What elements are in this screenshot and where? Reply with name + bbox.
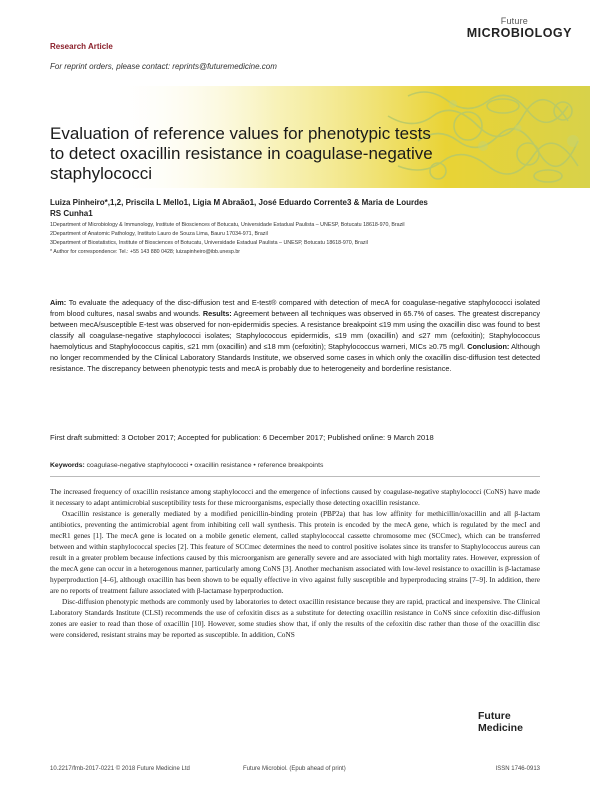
divider (50, 476, 540, 477)
abstract-aim-text: To evaluate the adequacy of the disc-diffusion test and E-test® compared with detection of mecA for coagulase-negative staphylococci isolated from blood cultures, nasal swabs and wounds. (50, 298, 540, 318)
article-type-label: Research Article (50, 42, 113, 51)
footer-issn: ISSN 1746-0913 (495, 766, 540, 772)
correspondence-note: * Author for correspondence: Tel.: +55 143 880 0428; luizapinheiro@ibb.unesp.br (50, 249, 241, 255)
future-medicine-logo (474, 710, 554, 746)
body-paragraph: Disc-diffusion phenotypic methods are commonly used by laboratories to detect oxacillin resistance because they are rapid, practical and inexpensive. The Clinical Laboratory Standards Institute (CLSI) recommends the use of cefoxitin discs as a substitute for detecting oxacillin resistance in CoNS since cefoxitin disc-diffusion zones are easier to read than those of oxacillin [10]. However, some studies show that, if only the results of the cefoxitin disc rather than those of the oxacillin disc were considered, resistant strains may be reported as susceptible. In addition, CoNS (50, 597, 540, 639)
journal-logo-small: Future (500, 16, 528, 26)
publication-dates: First draft submitted: 3 October 2017; Accepted for publication: 6 December 2017; Published online: 9 March 2018 (50, 433, 434, 442)
abstract-conclusion-text: Although no longer recommended by the Clinical Laboratory Standards Institute, we observed some cases in which only the oxacillin disc-diffusion test detected resistance. The discrepancy between phenotypic tests and mecA is probably due to heterogeneity and borderline resistance. (50, 342, 540, 373)
keywords-label: Keywords: (50, 462, 85, 469)
body-paragraph: The increased frequency of oxacillin resistance among staphylococci and the emergence of infections caused by coagulase-negative staphylococci (CoNS) have made it necessary to adapt antimicrobial susceptibility tests for these microorganisms, especially those detecting oxacillin resistance. (50, 487, 540, 507)
affiliation: 3Department of Biostatistics, Institute of Biosciences of Botucatu, Universidade Estadual Paulista – UNESP, Botucatu 18618-970, Brazil (50, 240, 368, 246)
abstract-conclusion-label: Conclusion: (467, 342, 510, 351)
footer-journal-ref: Future Microbiol. (Epub ahead of print) (243, 766, 346, 772)
reprint-note: For reprint orders, please contact: reprints@futuremedicine.com (50, 62, 277, 71)
journal-logo-name: MICROBIOLOGY (466, 26, 572, 40)
body-text (50, 486, 540, 640)
journal-logo (442, 16, 572, 42)
author-list: Luiza Pinheiro*,1,2, Priscila L Mello1, Ligia M Abraão1, José Eduardo Corrente3 & Maria de Lourdes RS Cunha1 (50, 198, 428, 218)
footer-doi: 10.2217/fmb-2017-0221 © 2018 Future Medicine Ltd (50, 766, 190, 772)
publisher-name-line1: Future (478, 710, 511, 722)
publisher-name-line2: Medicine (478, 722, 523, 734)
affiliations (50, 221, 440, 257)
article-title: Evaluation of reference values for phenotypic tests to detect oxacillin resistance in coagulase-negative staphylococci (50, 124, 433, 183)
abstract-aim-label: Aim: (50, 298, 67, 307)
keywords-list: coagulase-negative staphylococci • oxacillin resistance • reference breakpoints (86, 462, 324, 469)
abstract-results-text: Agreement between all techniques was observed in 65.7% of cases. The greatest discrepancy between mecA/susceptible E-test was observed for non-epidermidis species. A resistance breakpoint ≤19 mm using the oxacillin disc was found to best classify all coagulase-negative staphylococci isolates; Staphylococcus epidermidis, ≤19 mm (oxacillin) and ≤27 mm (cefoxitin); Staphylococcus haemolyticus and Staphylococcus capitis, ≤21 mm (oxacillin) and ≤18 mm (cefoxitin); Staphylococcus warneri, MICs ≥0.75 mg/l. (50, 309, 541, 351)
body-paragraph: Oxacillin resistance is generally mediated by a modified penicillin-binding protein (PBP2a) that has low affinity for methicillin/oxacillin and all β-lactam antibiotics, preventing the antimicrobial agent from inhibiting cell wall synthesis. This protein is encoded by the mecA gene, which is regulated by the mecI and mecR1 genes [1]. The mecA gene is located on a mobile genetic element, called staphylococcal cassette chromosome mec (SCCmec), which can be transferred between and within staphylococcal species [2]. This feature of SCCmec determines the need to control positive isolates since its transfer to Staphylococcus aureus can result in a greater problem because infections caused by this microorganism are generally severe and are associated with high mortality rates. However, expression of the mecA gene can occur in a heterogenous manner, particularly among CoNS [3]. Another mechanism associated with low-level resistance to oxacillin is β-lactamase hyperproduction [4–6], although oxacillin has been shown to be equally effective in vivo against fully susceptible and hyperproducing strains [7–9]. In addition, there are no reports of treatment failure associated with β-lactamase hyperproduction. (50, 509, 540, 595)
keywords (50, 462, 540, 469)
abstract (50, 297, 540, 374)
abstract-results-label: Results: (202, 309, 232, 318)
affiliation: 1Department of Microbiology & Immunology, Institute of Biosciences of Botucatu, Universidade Estadual Paulista – UNESP, Botucatu 18618-970, Brazil (50, 222, 405, 228)
affiliation: 2Department of Anatomic Pathology, Instituto Lauro de Souza Lima, Bauru 17034-971, Brazil (50, 231, 268, 237)
